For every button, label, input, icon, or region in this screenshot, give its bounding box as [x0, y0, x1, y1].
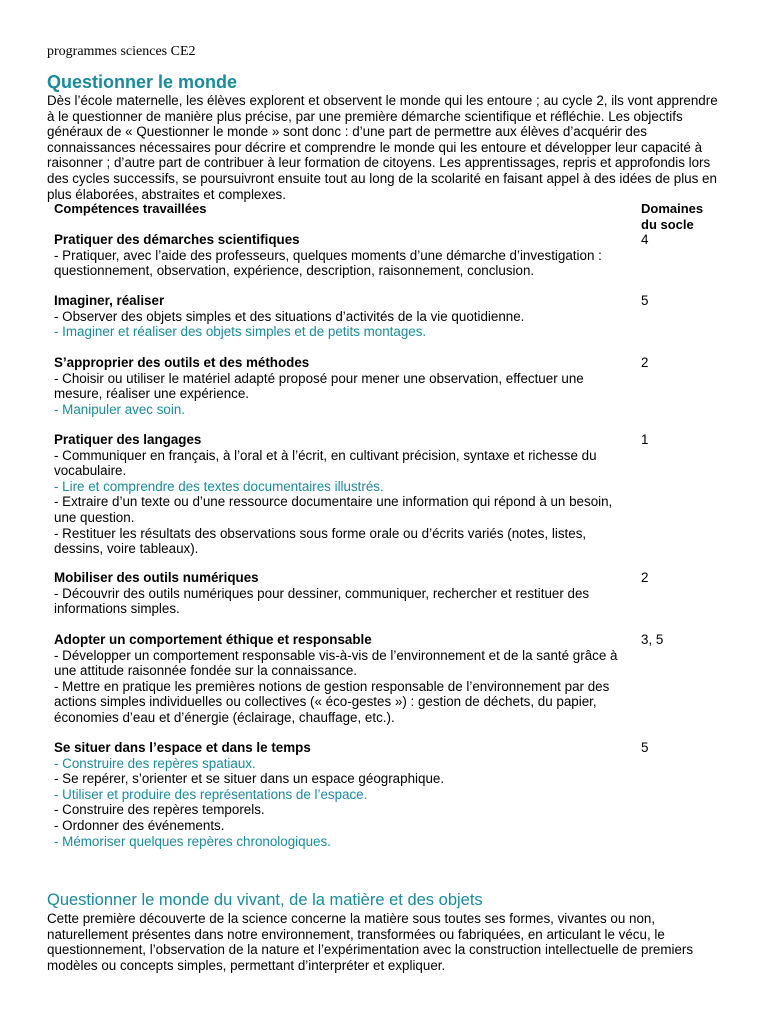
- domain-value: 3, 5: [641, 632, 664, 647]
- competence-section: [54, 232, 634, 279]
- list-item: - Imaginer et réaliser des objets simples et de petits montages.: [54, 324, 427, 340]
- list-item: - Se repérer, s’orienter et se situer dans un espace géographique.: [54, 771, 445, 787]
- list-item: - Construire des repères temporels.: [54, 802, 265, 818]
- competences-header: Compétences travaillées: [54, 201, 207, 216]
- list-item: - Utiliser et produire des représentations de l’espace.: [54, 786, 368, 802]
- list-item: - Extraire d’un texte ou d’une ressource documentaire une information qui répond à un besoin, une question.: [54, 494, 613, 525]
- list-item: - Choisir ou utiliser le matériel adapté proposé pour mener une observation, effectuer une mesure, réaliser une expérience.: [54, 370, 584, 402]
- section-heading: Mobiliser des outils numériques: [54, 570, 259, 585]
- list-item: - Restituer les résultats des observations sous forme orale ou d’écrits variés (notes, listes, dessins, voire tableaux).: [54, 525, 587, 557]
- list-item: - Construire des repères spatiaux.: [54, 755, 256, 771]
- section-heading: Pratiquer des démarches scientifiques: [54, 232, 300, 247]
- list-item: - Observer des objets simples et des situations d’activités de la vie quotidienne.: [54, 308, 525, 324]
- domain-value: 1: [641, 432, 649, 447]
- list-item: - Découvrir des outils numériques pour dessiner, communiquer, rechercher et restituer des informations simples.: [54, 585, 590, 617]
- intro-paragraph: Dès l’école maternelle, les élèves explorent et observent le monde qui les entoure ; au cycle 2, ils vont apprendre à le questionner de manière plus précise, par une première démarche scientifique et réfléchie. Les objectifs généraux de « Questionner le monde » sont donc : d’une part de permettre aux élèves d’acquérir des connaissances nécessaires pour décrire et comprendre le monde qui les entoure et développer leur capacité à raisonner ; d’autre part de contribuer à leur formation de citoyens. Les apprentissages, repris et approfondis lors des cycles successifs, se poursuivront ensuite tout au long de la scolarité en faisant appel à des idées de plus en plus élaborées, abstraites et complexes.: [47, 93, 718, 202]
- domain-value: 5: [641, 740, 649, 755]
- list-item: - Pratiquer, avec l’aide des professeurs, quelques moments d’une démarche d’investigation : questionnement, observation, expérience, description, raisonnement, conclusion.: [54, 247, 602, 279]
- page-title: Questionner le monde: [47, 72, 238, 92]
- competence-section: [54, 432, 634, 557]
- domaines-header-line1: Domaines: [641, 201, 704, 216]
- competence-section: [54, 355, 634, 417]
- list-item: - Communiquer en français, à l’oral et à l’écrit, en cultivant précision, syntaxe et richesse du vocabulaire.: [54, 447, 597, 479]
- competence-section: [54, 632, 634, 726]
- domaines-header: [641, 201, 721, 232]
- section-title: Questionner le monde du vivant, de la matière et des objets: [47, 891, 483, 909]
- domaines-header-line2: du socle: [641, 216, 694, 232]
- section-heading: Pratiquer des langages: [54, 432, 202, 447]
- section-heading: Adopter un comportement éthique et responsable: [54, 632, 372, 647]
- list-item: - Manipuler avec soin.: [54, 401, 185, 417]
- domain-value: 4: [641, 232, 649, 247]
- section-heading: Se situer dans l’espace et dans le temps: [54, 740, 311, 755]
- domain-value: 2: [641, 570, 649, 585]
- list-item: - Développer un comportement responsable vis-à-vis de l’environnement et de la santé grâce à une attitude raisonnée fondée sur la connaissance.: [54, 647, 618, 679]
- domain-value: 2: [641, 355, 649, 370]
- section-heading: S’approprier des outils et des méthodes: [54, 355, 310, 370]
- competence-section: [54, 570, 634, 617]
- domain-value: 5: [641, 293, 649, 308]
- section-paragraph: Cette première découverte de la science concerne la matière sous toutes ses formes, vivantes ou non, naturellement présentes dans notre environnement, transformées ou fabriquées, en articulant le vécu, le questionnement, l’observation de la nature et l’expérimentation avec la construction intellectuelle de premiers modèles ou concepts simples, permettant d’interpréter et expliquer.: [47, 911, 694, 973]
- competence-section: [54, 740, 634, 849]
- list-item: - Lire et comprendre des textes documentaires illustrés.: [54, 478, 384, 494]
- list-item: - Mettre en pratique les premières notions de gestion responsable de l’environnement par des actions simples individuelles ou collectives (« éco-gestes ») : gestion de déchets, du papier, économies d’eau et d’énergie (éclairage, chauffage, etc.).: [54, 678, 610, 725]
- section-heading: Imaginer, réaliser: [54, 293, 165, 308]
- list-item: - Ordonner des événements.: [54, 817, 225, 833]
- competence-section: [54, 293, 634, 340]
- list-item: - Mémoriser quelques repères chronologiques.: [54, 833, 331, 849]
- document-header: programmes sciences CE2: [47, 44, 196, 59]
